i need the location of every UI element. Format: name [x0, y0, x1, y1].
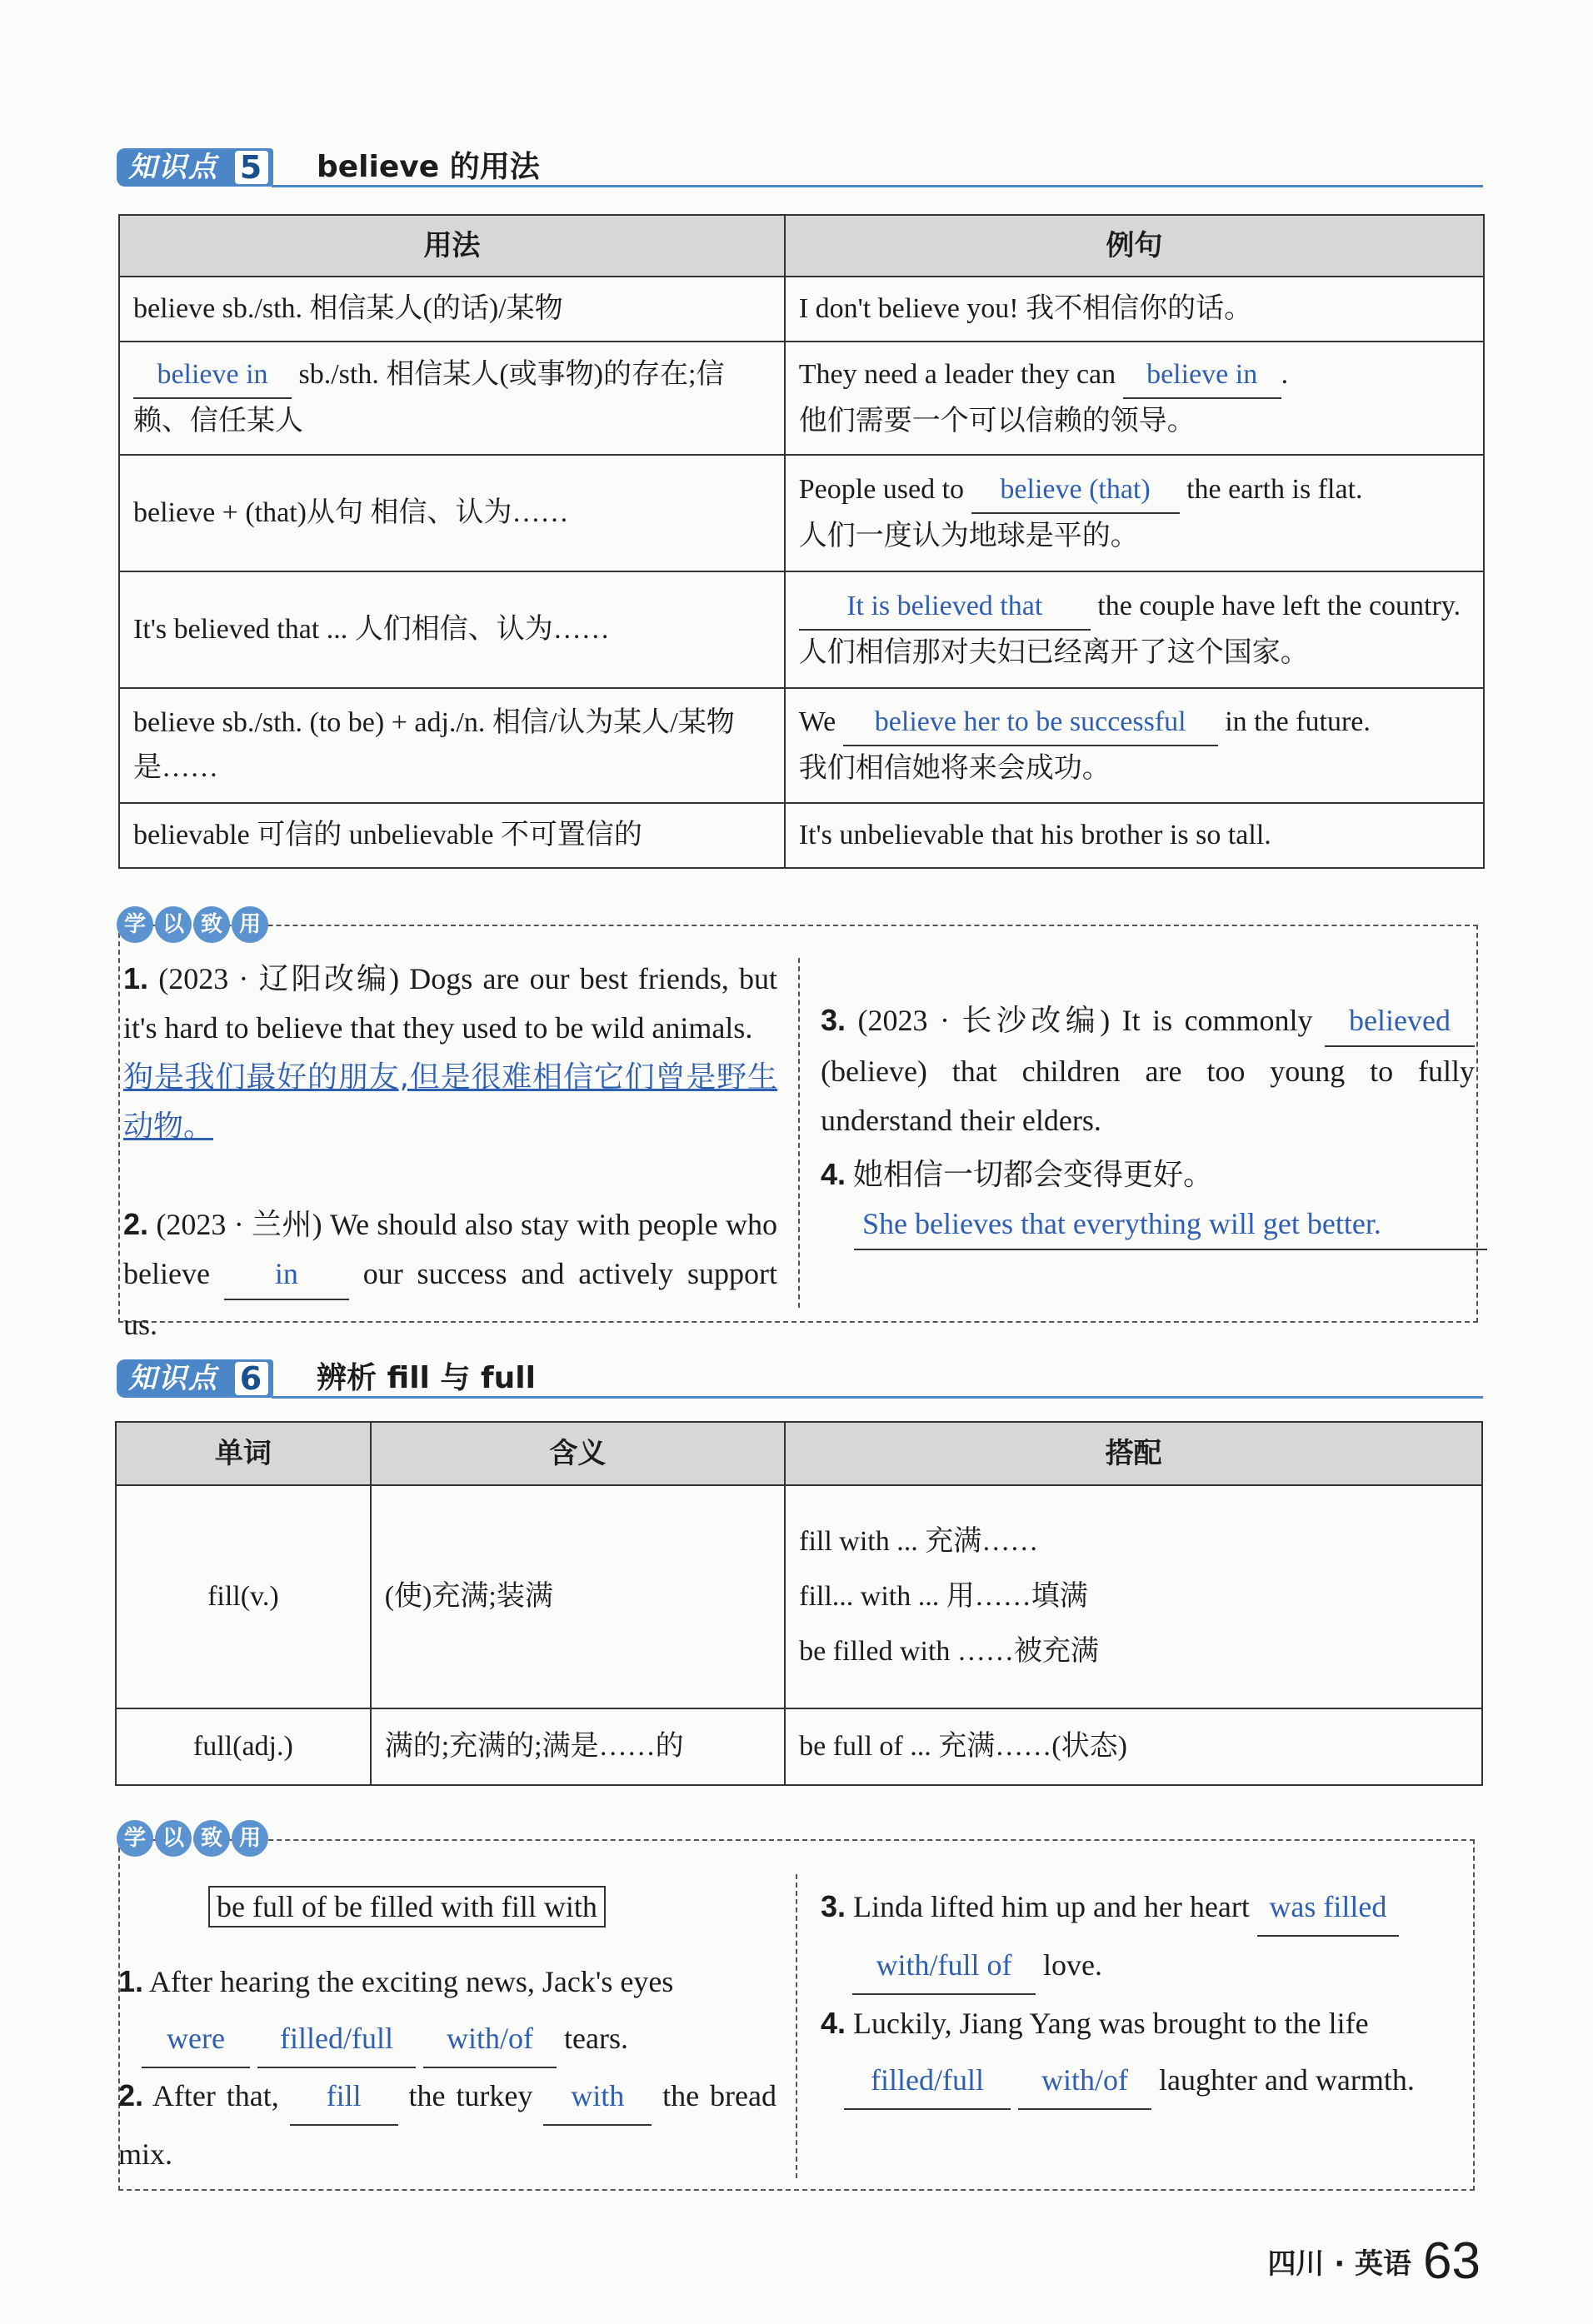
table-row [116, 1485, 1482, 1708]
usage-cell: believable 可信的 unbelievable 不可置信的 [119, 803, 785, 868]
practice-label: 学 以 致 用 [117, 906, 268, 943]
answer-blank: with/of [423, 2010, 557, 2068]
word-cell: fill(v.) [116, 1485, 371, 1708]
usage-cell: believe sb./sth. 相信某人(的话)/某物 [119, 277, 785, 342]
answer-text: 狗是我们最好的朋友,但是很难相信它们曾是野生动物。 [123, 1060, 777, 1144]
section-rule [272, 1396, 1483, 1399]
answer-blank: believe in [1123, 352, 1281, 399]
fill-full-table [115, 1421, 1483, 1786]
answer-blank: in [224, 1249, 349, 1300]
question-4: 4. Luckily, Jiang Yang was brought to the life filled/full with/of laughter and warmth. [821, 1995, 1471, 2110]
question-1: 1. (2023 · 辽阳改编) Dogs are our best friends, but it's hard to believe that they used to be wild animals. 狗是我们最好的朋友,但是很难相信它们曾是野生动物。 [123, 961, 778, 1144]
collocation-cell: be full of ... 充满……(状态) [785, 1708, 1482, 1785]
meaning-cell: (使)充满;装满 [371, 1485, 785, 1708]
answer-blank: filled/full [257, 2010, 416, 2068]
answer-blank: was filled [1257, 1878, 1399, 1937]
usage-cell: believe in sb./sth. 相信某人(或事物)的存在;信赖、信任某人 [119, 342, 785, 455]
section-title: believe 的用法 [317, 150, 540, 184]
example-cell: I don't believe you! 我不相信你的话。 [785, 277, 1484, 342]
question-4: 4. 她相信一切都会变得更好。 She believes that everything will get better. [821, 1150, 1475, 1250]
answer-blank: with [543, 2067, 652, 2126]
word-bank: be full of be filled with fill with [208, 1883, 708, 1932]
answer-blank: with/of [1018, 2052, 1151, 2110]
page-number: 63 [1423, 2232, 1481, 2290]
table-row [119, 571, 1484, 688]
answer-blank: It is believed that [799, 584, 1091, 631]
question-3: 3. (2023 · 长沙改编) It is commonly believed (believe) that children are too young to fully understand their elders. [821, 995, 1475, 1145]
example-cell: It's unbelievable that his brother is so tall. [785, 803, 1484, 868]
col-header-example: 例句 [785, 215, 1484, 277]
example-cell: People used to believe (that) the earth is flat. 人们一度认为地球是平的。 [785, 455, 1484, 571]
column-divider [796, 1874, 797, 2178]
table-row [119, 342, 1484, 455]
answer-blank: believed [1325, 996, 1475, 1047]
answer-blank: believe her to be successful [843, 700, 1218, 746]
collocation-cell: fill with ... 充满…… fill... with ... 用……填满 be filled with ……被充满 [785, 1485, 1482, 1708]
section-title: 辨析 fill 与 full [317, 1361, 536, 1395]
page-footer [1267, 2232, 1481, 2291]
answer-blank: believe in [133, 352, 292, 399]
table-row [116, 1708, 1482, 1785]
answer-blank: believe (that) [971, 467, 1180, 514]
usage-cell: believe sb./sth. (to be) + adj./n. 相信/认为某人/某物是…… [119, 688, 785, 803]
table-row [119, 803, 1484, 868]
question-3: 3. Linda lifted him up and her heart was filled with/full of love. [821, 1878, 1471, 1995]
answer-blank: were [142, 2010, 250, 2068]
column-divider [798, 958, 800, 1308]
table-row [119, 688, 1484, 803]
usage-cell: It's believed that ... 人们相信、认为…… [119, 571, 785, 688]
example-cell: They need a leader they can believe in . 他们需要一个可以信赖的领导。 [785, 342, 1484, 455]
knowledge-point-badge: 知识点 5 [117, 148, 273, 187]
answer-blank: filled/full [844, 2052, 1011, 2110]
table-row [119, 277, 1484, 342]
believe-usage-table [118, 214, 1485, 869]
col-header-meaning: 含义 [371, 1422, 785, 1485]
usage-cell: believe + (that)从句 相信、认为…… [119, 455, 785, 571]
question-2: 2. (2023 · 兰州) We should also stay with people who believe in our success and actively support us. [123, 1207, 778, 1341]
answer-blank: fill [290, 2067, 398, 2126]
answer-blank: She believes that everything will get better. [854, 1199, 1487, 1250]
question-1: 1. After hearing the exciting news, Jack's eyes were filled/full with/of tears. [118, 1953, 777, 2068]
col-header-collocation: 搭配 [785, 1422, 1482, 1485]
answer-blank: with/full of [852, 1937, 1036, 1995]
example-cell: It is believed that the couple have left the country. 人们相信那对夫妇已经离开了这个国家。 [785, 571, 1484, 688]
col-header-usage: 用法 [119, 215, 785, 277]
word-cell: full(adj.) [116, 1708, 371, 1785]
example-cell: We believe her to be successful in the future. 我们相信她将来会成功。 [785, 688, 1484, 803]
section-5-header [117, 148, 1483, 192]
question-2: 2. After that, fill the turkey with the bread mix. [118, 2067, 777, 2182]
table-row [119, 455, 1484, 571]
practice-label: 学 以 致 用 [117, 1820, 268, 1857]
region-subject: 四川 · 英语 [1267, 2247, 1412, 2281]
knowledge-point-badge: 知识点 6 [117, 1359, 273, 1398]
section-rule [272, 185, 1483, 187]
col-header-word: 单词 [116, 1422, 371, 1485]
meaning-cell: 满的;充满的;满是……的 [371, 1708, 785, 1785]
section-6-header [117, 1359, 1483, 1403]
